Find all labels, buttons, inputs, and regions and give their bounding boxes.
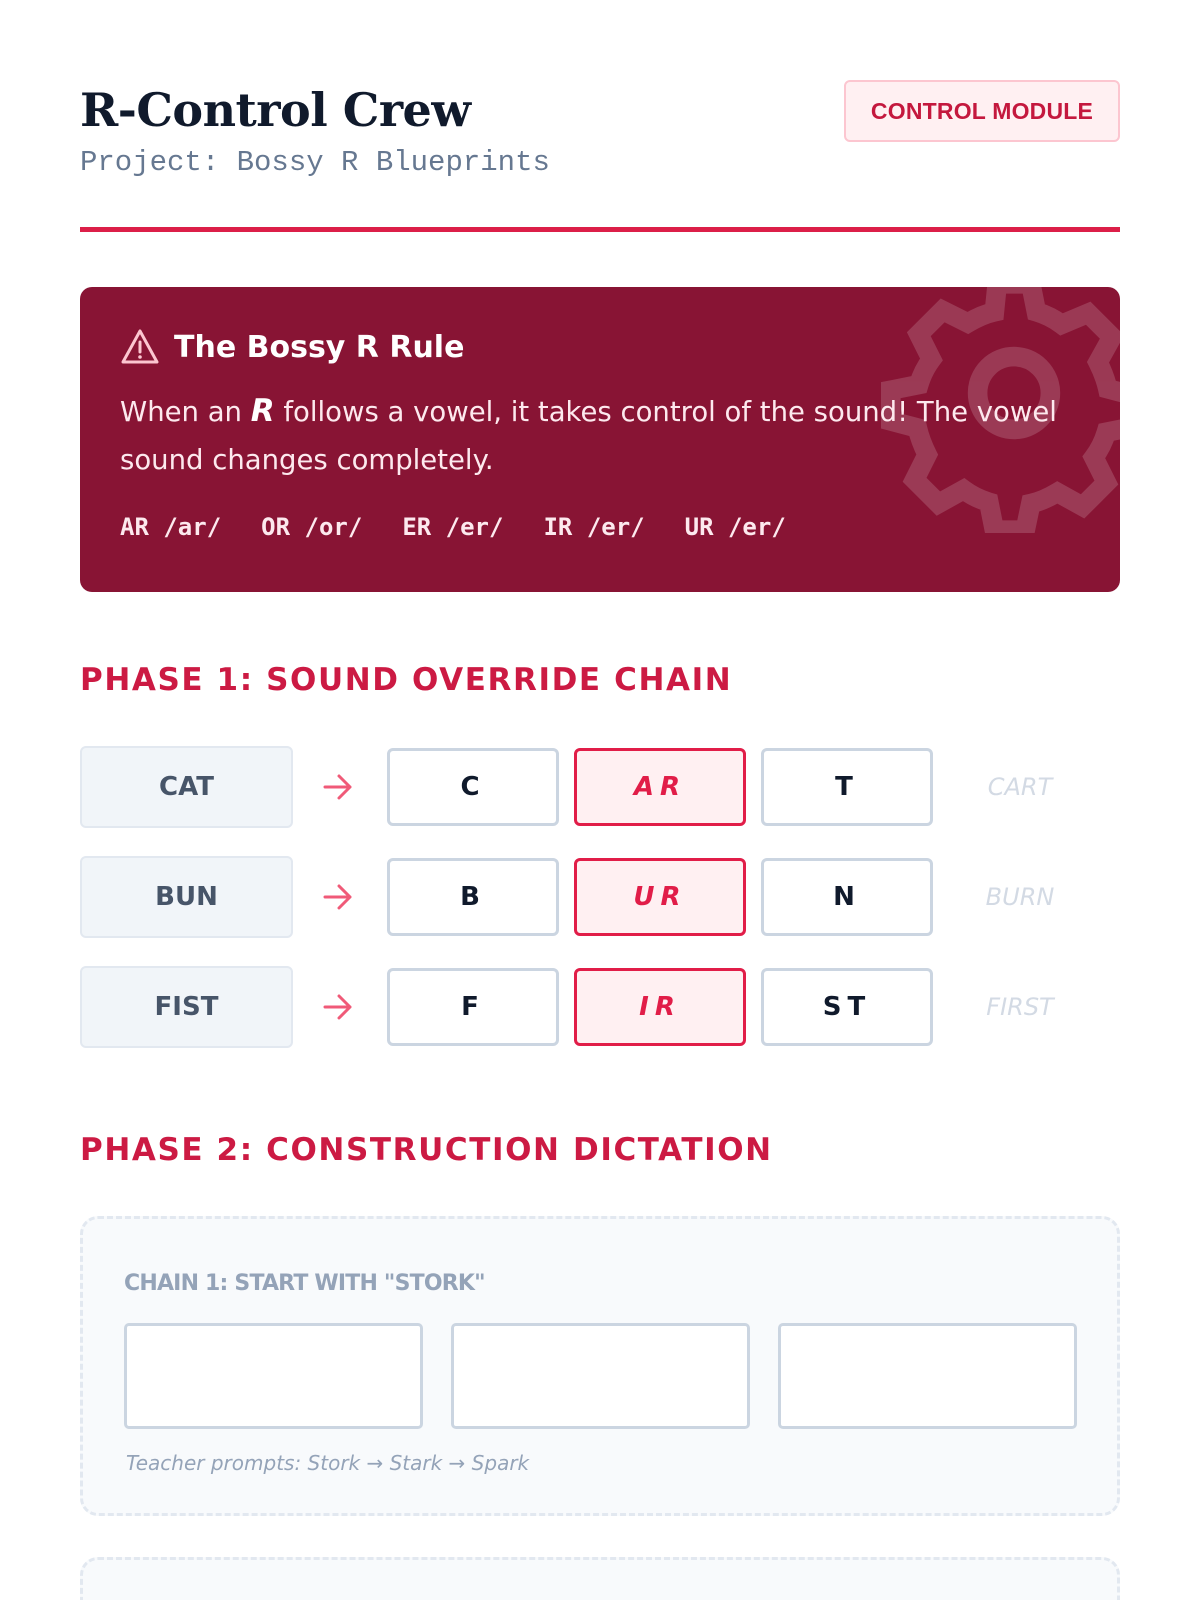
answer-box[interactable] [451, 1323, 750, 1429]
letter-cell: F [387, 968, 559, 1046]
rule-text-before: When an [120, 396, 251, 428]
phase1-heading: PHASE 1: SOUND OVERRIDE CHAIN [80, 662, 733, 698]
answer-box[interactable] [778, 1323, 1077, 1429]
phase2-heading: PHASE 2: CONSTRUCTION DICTATION [80, 1132, 773, 1168]
original-word: CAT [80, 746, 293, 828]
page-title: R-Control Crew [80, 83, 471, 137]
bossy-r-cell: UR [574, 858, 746, 936]
bossy-r-letter: R [250, 393, 275, 429]
arrow-right-icon [320, 769, 356, 805]
bossy-r-cell: AR [574, 748, 746, 826]
rule-title: The Bossy R Rule [174, 329, 465, 365]
chain-row [80, 856, 1120, 938]
letter-cell: N [761, 858, 933, 936]
sound-ir: IR /er/ [543, 513, 645, 541]
vowel-r-sounds [120, 513, 826, 541]
rule-title-row [120, 325, 464, 369]
chain-row [80, 966, 1120, 1048]
result-word: CART [987, 773, 1053, 801]
rule-text-after: follows a vowel, it takes control of the sound! The vowel sound changes completely. [120, 396, 1057, 476]
original-word: BUN [80, 856, 293, 938]
rule-card [80, 287, 1120, 592]
dictation-chain-card [80, 1216, 1120, 1516]
result-word: FIRST [986, 993, 1054, 1021]
control-module-badge: CONTROL MODULE [844, 80, 1120, 142]
dictation-chain-card [80, 1557, 1120, 1600]
project-subtitle: Project: Bossy R Blueprints [80, 146, 550, 179]
letter-cell: B [387, 858, 559, 936]
answer-box[interactable] [124, 1323, 423, 1429]
chain-row [80, 746, 1120, 828]
sound-or: OR /or/ [261, 513, 363, 541]
sound-ur: UR /er/ [684, 513, 786, 541]
header [80, 0, 1120, 232]
warning-triangle-icon [120, 327, 160, 367]
letter-cell: ST [761, 968, 933, 1046]
sound-er: ER /er/ [402, 513, 504, 541]
sound-ar: AR /ar/ [120, 513, 222, 541]
rule-description [120, 387, 1090, 484]
teacher-prompts: Teacher prompts: Stork → Stark → Spark [126, 1451, 530, 1475]
bossy-r-cell: IR [574, 968, 746, 1046]
letter-cell: T [761, 748, 933, 826]
arrow-right-icon [320, 879, 356, 915]
letter-cell: C [387, 748, 559, 826]
chain-label: CHAIN 1: START WITH "STORK" [124, 1271, 485, 1296]
original-word: FIST [80, 966, 293, 1048]
result-word: BURN [985, 883, 1055, 911]
arrow-right-icon [320, 989, 356, 1025]
worksheet [80, 0, 1120, 1475]
